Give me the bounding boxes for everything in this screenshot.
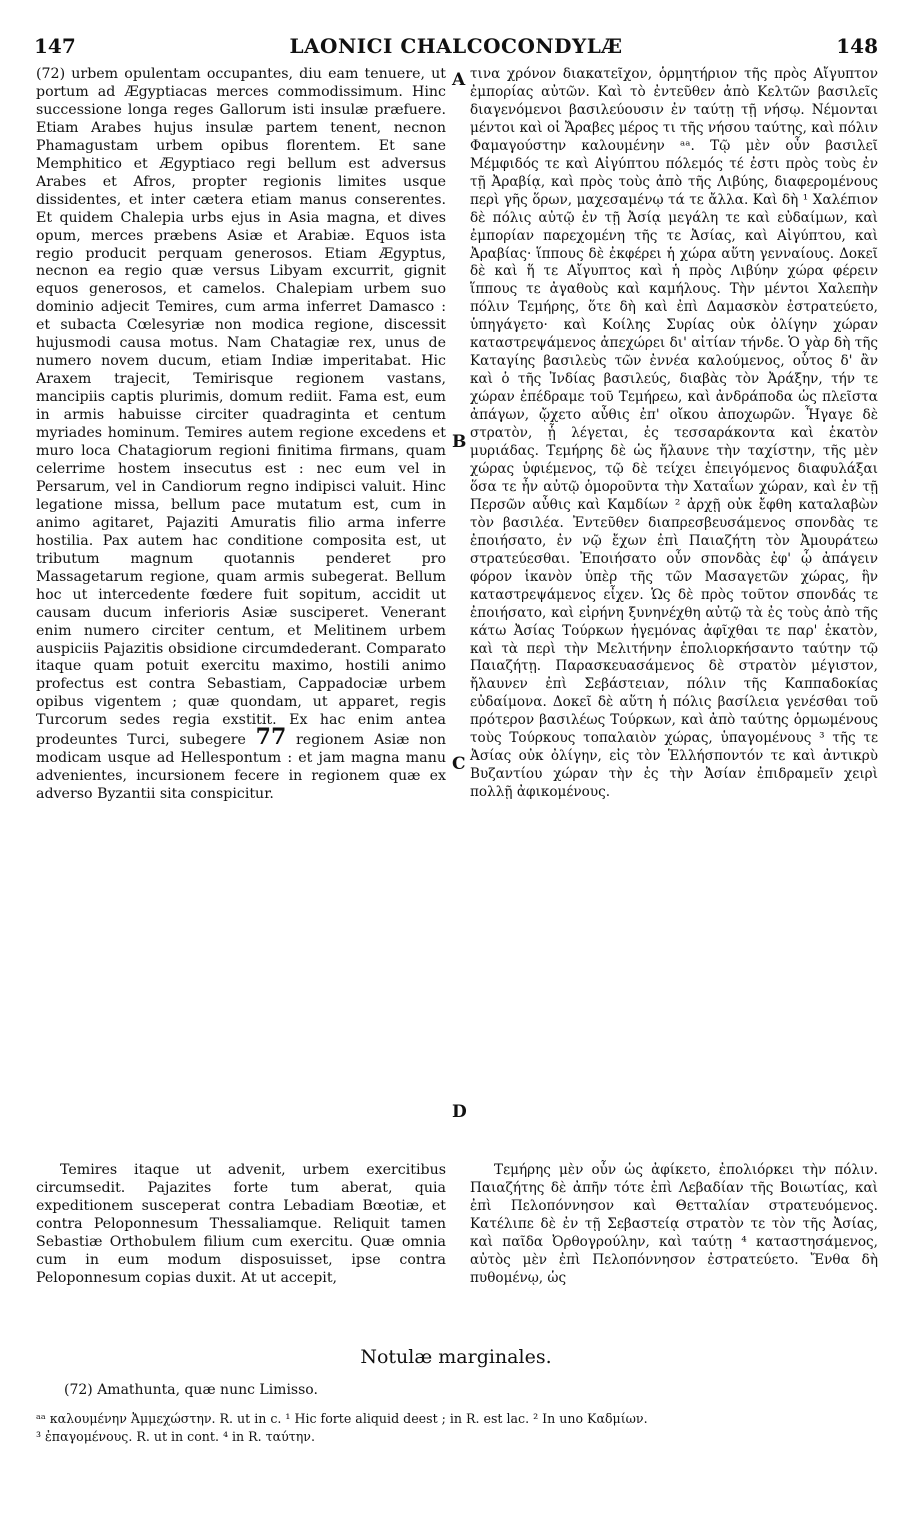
footnotes-line-1: ᵃᵃ καλουμένην Ἀμμεχώστην. R. ut in c. ¹ Hic forte aliquid deest ; in R. est lac. ² In uno Καδμίων. bbox=[36, 1411, 648, 1426]
latin-text-continued: regionem Asiæ non modicam usque ad Hellespontum : et jam magna manu advenientes, incursionem fecere in regionem quæ ex adverso Byzantii sita conspicitur. bbox=[36, 732, 447, 803]
greek-column-bottom bbox=[470, 1162, 878, 1288]
running-title: LAONICI CHALCOCONDYLÆ bbox=[289, 34, 623, 58]
greek-paragraph: τινα χρόνον διακατεῖχον, ὁρμητήριον τῆς πρὸς Αἴγυπτον ἐμπορίας αὐτῶν. Καὶ τὸ ἐντεῦθεν ἀπὸ Κελτῶν βασιλεῖς διαγενόμενοι βασιλεύουσιν ἐν ταύτῃ τῇ νήσῳ. Νέμονται μέντοι καὶ οἱ Ἄραβες μέρος τι τῆς νήσου ταύτης, καὶ πόλιν Φαμαγούστην καλουμένην ᵃᵃ. Τῷ μὲν οὖν βασιλεῖ Μέμφιδός τε καὶ Αἰγύπτου πόλεμός τέ ἐστι πρὸς τοὺς ἐν τῇ Ἀραβίᾳ, καὶ πρὸς τοὺς ἀπὸ τῆς Λιβύης, διαφερομένους περὶ γῆς ὅρων, μαχεσαμένῳ τά τε ἄλλα. Καὶ δὴ ¹ Χαλέπιον δὲ πόλις αὐτῷ ἐν τῇ Ἀσίᾳ μεγάλη τε καὶ εὐδαίμων, καὶ ἐμπορίαν παρεχομένη τῆς τε Ἀσίας, καὶ Αἰγύπτου, καὶ Ἀραβίας· ἵππους δὲ ἐκφέρει ἡ χώρα αὕτη γενναίους. Δοκεῖ δὲ καὶ ἥ τε Αἴγυπτος καὶ ἡ πρὸς Λιβύην χώρα φέρειν ἵππους τε ἀγαθοὺς καὶ καμήλους. Τὴν μέντοι Χαλεπὴν πόλιν Τεμήρης, ὅτε δὴ καὶ ἐπὶ Δαμασκὸν ἐστρατεύετο, ὑπηγάγετο· καὶ Κοίλης Συρίας οὐκ ὀλίγην χώραν καταστρεψάμενος ἀπεχώρει δι' αἰτίαν τήνδε. Ὁ γὰρ δὴ τῆς Καταγίης βασιλεὺς τῶν ἐννέα καλούμενος, οὗτος δ' ἂν καὶ ὁ τῆς Ἰνδίας βασιλεύς, διαβὰς τὸν Ἀράξην, τήν τε χώραν ἐπέδραμε τοῦ Τεμήρεω, καὶ ἀνδράποδα ὡς πλεῖστα ἀπάγων, ᾤχετο αὖθις ἐπ' οἴκου ἀποχωρῶν. Ἦγαγε δὲ στρατὸν, ᾗ λέγεται, ἐς τεσσαράκοντα καὶ ἑκατὸν μυριάδας. Τεμήρης δὲ ὡς ἤλαυνε τὴν ταχίστην, τῆς μὲν χώρας ὑφιέμενος, τῷ δὲ τείχει ἐπειγόμενος διαφυλάξαι ὅσα τε ἦν αὐτῷ ὁμοροῦντα τὴν Χαταΐων χώραν, καὶ ἐν τῇ Περσῶν αὖθις καὶ Καμδίων ² ἀρχῇ οὐκ ἔφθη καταλαβὼν τὸν βασιλέα. Ἐντεῦθεν διαπρεσβευσάμενος σπονδὰς τε ἐποιήσατο, ἐν νῷ ἔχων ἐπὶ Παιαζήτη τὸν Ἀμουράτεω στρατεύεσθαι. Ἐποιήσατο οὖν σπονδὰς ἐφ' ᾧ ἀπάγειν φόρον ἱκανὸν ὑπὲρ τῆς τῶν Μασαγετῶν χώρας, ἣν καταστρεψάμενος εἶχεν. Ὡς δὲ πρὸς τοῦτον σπονδάς τε ἐποιήσατο, καὶ εἰρήνη ξυνηνέχθη αὐτῷ τὰ ἐς τοὺς ἀπὸ τῆς κάτω Ἀσίας Τούρκων ἡγεμόνας ἀφῖχθαι τε παρ' ἑκατὸν, καὶ τὰ περὶ τὴν Μελιτήνην ἐπολιορκήσαντο ταύτην τῷ Παιαζήτῃ. Παρασκευασάμενος δὲ στρατὸν μέγιστον, ἤλαυνεν ἐπὶ Σεβάστειαν, πόλιν τῆς Καππαδοκίας εὐδαίμονα. Δοκεῖ δὲ αὕτη ἡ πόλις βασίλεια γενέσθαι τοῦ πρότερον βασιλέως Τούρκων, καὶ ἀπὸ ταύτης ὁρμωμένους τοὺς Τούρκους τοπαλαιὸν χώρας, ὑπαγομένους ³ τῆς τε Ἀσίας οὐκ ὀλίγην, εἰς τὸν Ἑλλήσποντόν τε καὶ ἀντικρὺ Βυζαντίου χώραν τὴν ἐς τὴν Ἀσίαν ἐπιδραμεῖν χειρὶ πολλῇ ἀφικομένους. bbox=[470, 66, 878, 801]
greek-column-top bbox=[470, 66, 878, 802]
greek-paragraph-2: Τεμήρης μὲν οὖν ὡς ἀφίκετο, ἐπολιόρκει τὴν πόλιν. Παιαζήτης δὲ ἀπῆν τότε ἐπὶ Λεβαδίαν τῆς Βοιωτίας, καὶ ἐπὶ Πελοπόννησον καὶ Θετταλίαν στρατευόμενος. Κατέλιπε δὲ ἐν τῇ Σεβαστείᾳ στρατὸν τε τὸν τῆς Ἀσίας, καὶ παῖδα Ὀρθογρούλην, καὶ ταύτῃ ⁴ καταστησάμενος, αὐτὸς μὲν ἐπὶ Πελοπόννησον ἐστρατεύετο. Ἔνθα δὴ πυθομένῳ, ὡς bbox=[470, 1162, 878, 1286]
latin-column-bottom bbox=[36, 1162, 446, 1288]
marginal-note-72: (72) Amathunta, quæ nunc Limisso. bbox=[64, 1382, 318, 1398]
footnotes-line-2: ³ ἐπαγομένους. R. ut in cont. ⁴ in R. ταύτην. bbox=[36, 1429, 315, 1444]
section-marker-c: C bbox=[452, 754, 466, 774]
latin-paragraph-2: Temires itaque ut advenit, urbem exercitibus circumsedit. Pajazites forte tum aberat, quia expeditionem susceperat contra Lebadiam Bœotiæ, et contra Peloponnesum Thessaliamque. Reliquit tamen Sebastiæ Orthobulem filium cum exercitu. Quæ omnia cum in eum modum disposuisset, ipse contra Peloponnesum copias duxit. At ut accepit, bbox=[36, 1162, 446, 1286]
section-marker-b: B bbox=[452, 432, 467, 452]
running-header bbox=[30, 34, 882, 58]
latin-text: (72) urbem opulentam occupantes, diu eam tenuere, ut portum ad Ægyptiacas merces commodissimum. Hinc successione longa reges Gallorum isti insulæ præfuere. Etiam Arabes hujus insulæ partem tenent, necnon Phamagustam urbem opibus florentem. Et sane Memphitico et Ægyptiaco regi bellum est adversus Arabes et Afros, propter regionis limites usque dissidentes, et inter cætera etiam manus conserentes. Et quidem Chalepia urbs ejus in Asia magna, et dives opum, merces præbens Asiæ et Arabiæ. Equos ista regio producit perquam generosos. Etiam Ægyptus, necnon ea regio quæ versus Libyam excurrit, gignit equos generosos, et camelos. Chalepiam urbem suo dominio adjecit Temires, cum arma inferret Damasco : et subacta Cœlesyriæ non modica regione, discessit hujusmodi causa motus. Nam Chatagiæ rex, unus de numero novem ducum, etiam Indiæ imperitabat. Hic Araxem trajecit, Temirisque regionem vastans, mancipiis captis plurimis, domum rediit. Fama est, eum in armis habuisse circiter quadraginta et centum myriades hominum. Temires autem regione excedens et muro loca Chatagiorum regioni finitima firmans, quam celerrime hostem insecutus est : nec eum vel in Persarum, vel in Candiorum regno indipisci valuit. Hinc legatione missa, bellum pace mutatum est, cum in animo agitaret, Pajaziti Amuratis filio arma inferre hostilia. Pax autem hac conditione composita est, ut tributum magnum quotannis penderet pro Massagetarum regione, quam armis subegerat. Bellum hoc ut intercedente fœdere fuit sopitum, accidit ut causam ducum inferioris Asiæ susciperet. Venerant enim numero circiter centum, et Melitinem urbem auspiciis Pajazitis obsidione circumdederant. Comparato itaque quam potuit exercitu maximo, hostili animo profectus est contra Sebastiam, Cappadociæ urbem opibus vigentem ; quæ quondam, ut apparet, regis Turcorum sedes regia exstitit. Ex hac enim antea prodeuntes Turci, subegere bbox=[36, 66, 446, 749]
section-marker-a: A bbox=[452, 70, 466, 90]
section-marker-d: D bbox=[452, 1102, 467, 1122]
marginal-number-77: 77 bbox=[255, 724, 287, 751]
page-number-left: 147 bbox=[34, 34, 76, 58]
marginal-notes-title: Notulæ marginales. bbox=[360, 1346, 552, 1368]
page-number-right: 148 bbox=[836, 34, 878, 58]
latin-paragraph bbox=[36, 66, 446, 804]
latin-column-top bbox=[36, 66, 446, 804]
